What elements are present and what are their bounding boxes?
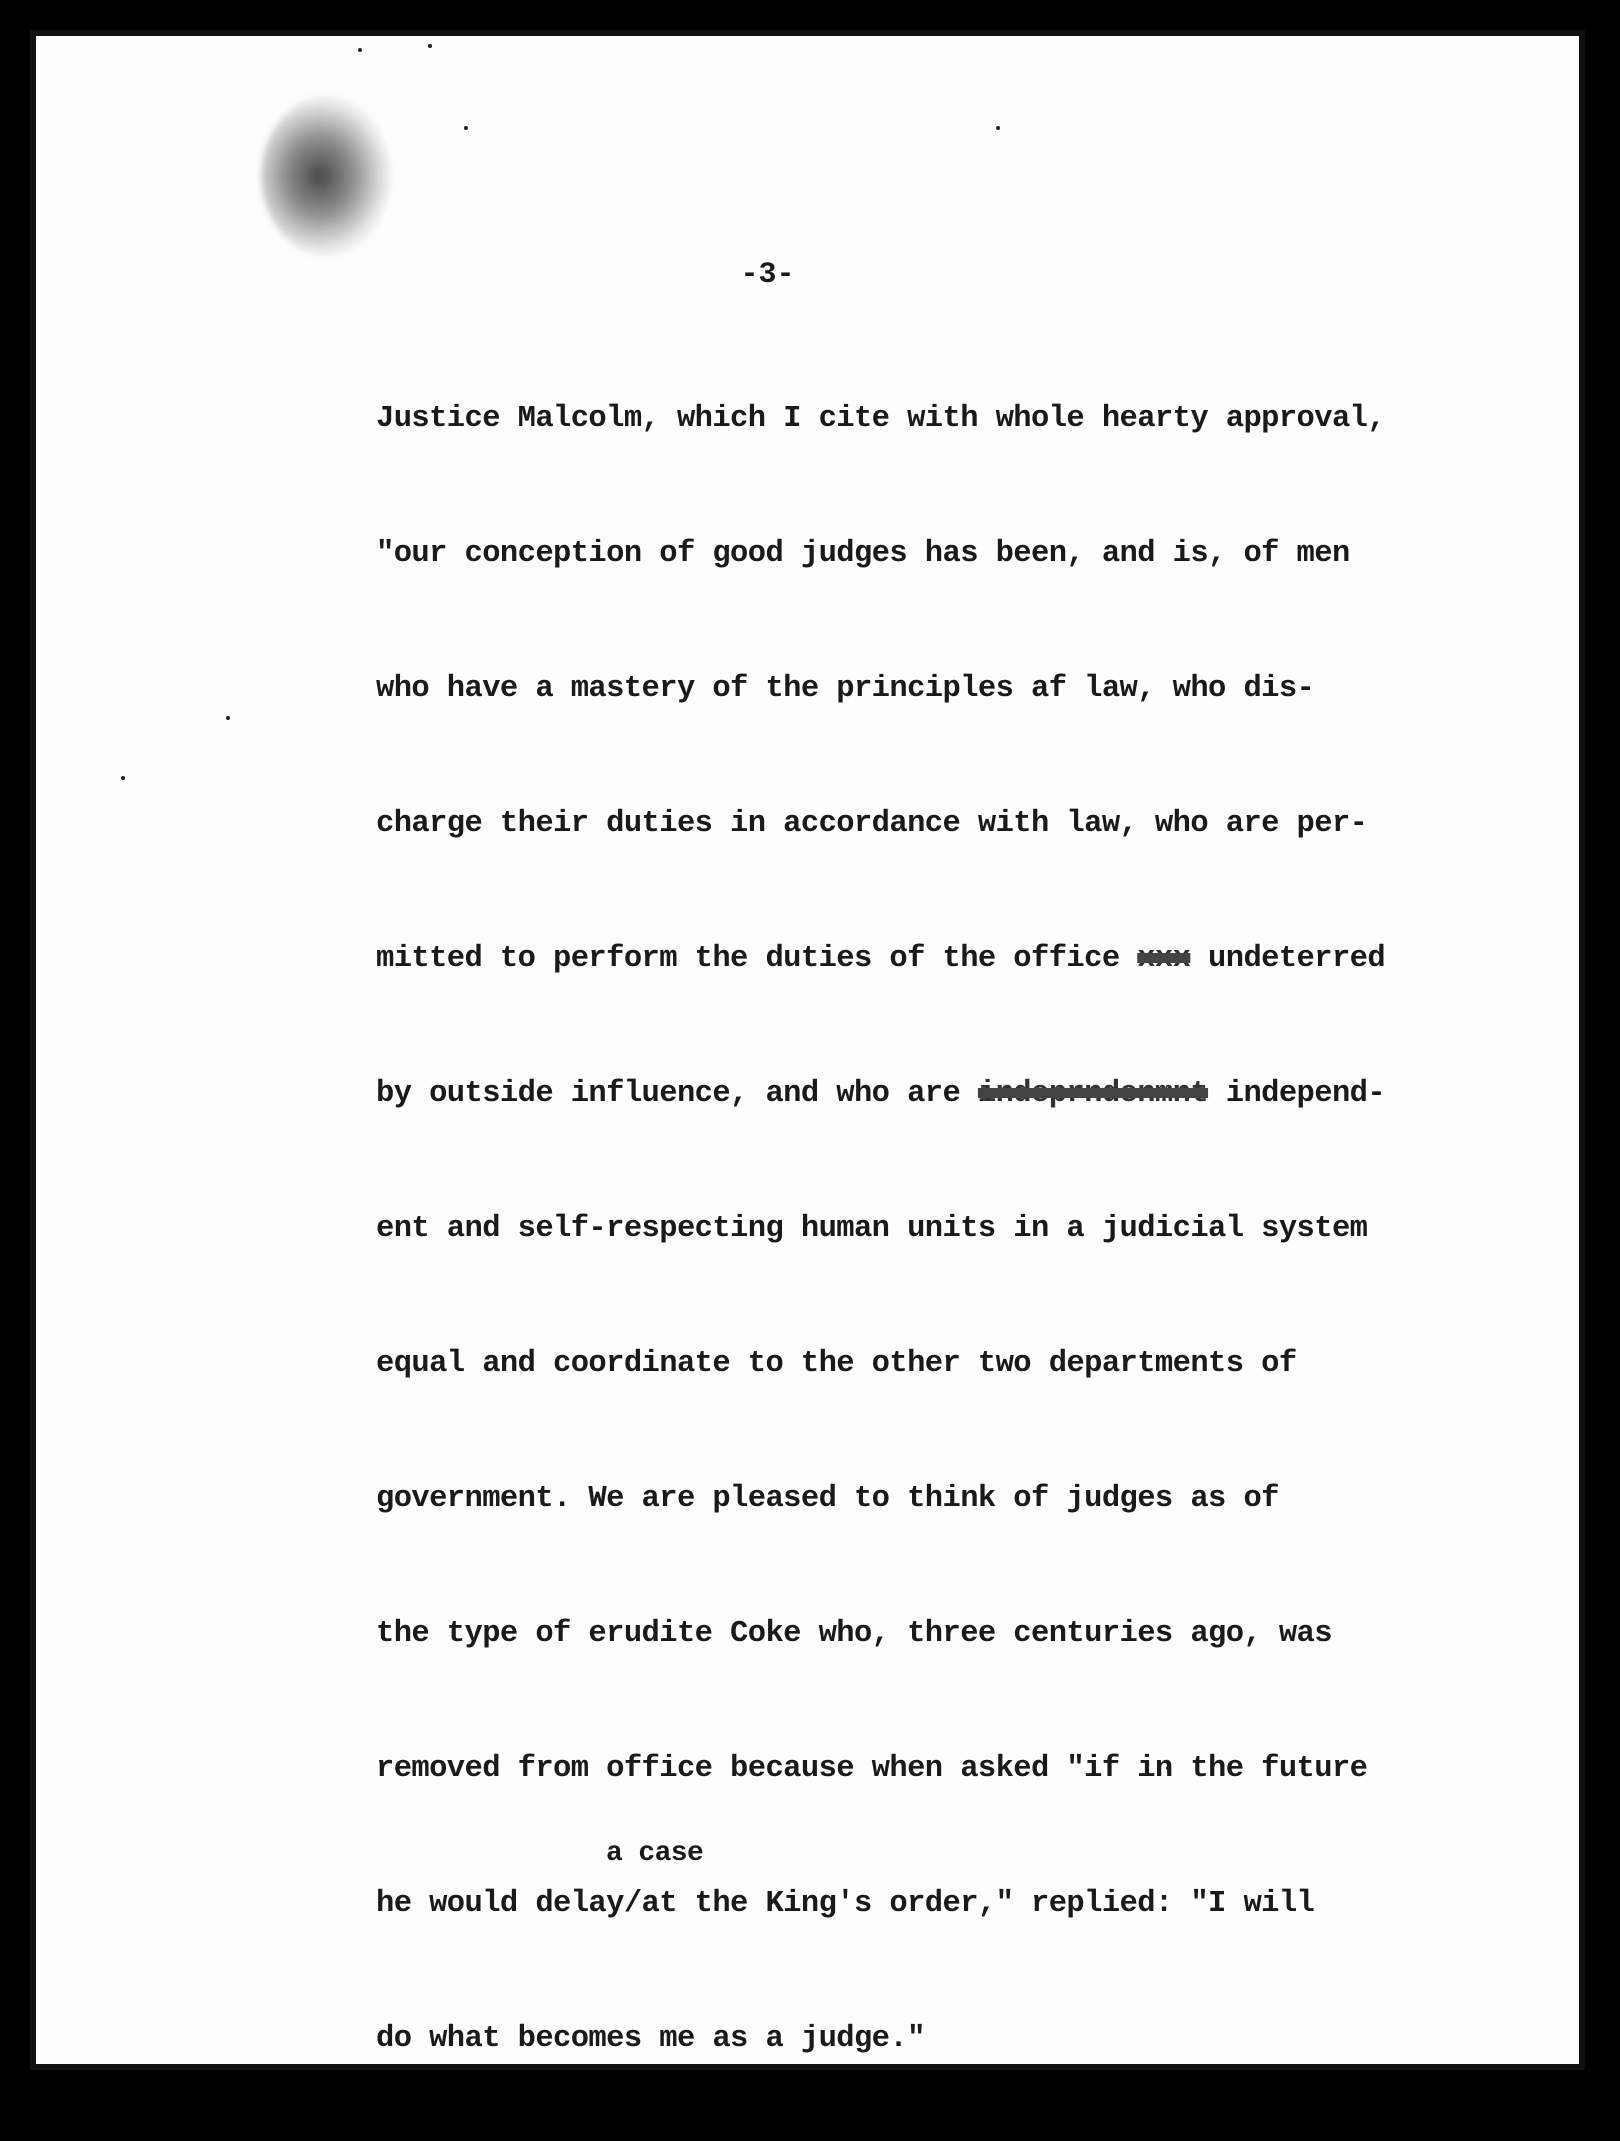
text-line: charge their duties in accordance with law, who are per- — [376, 807, 1368, 841]
ink-speck — [121, 776, 125, 780]
ink-speck — [358, 48, 362, 52]
text-segment: by outside influence, and who are — [376, 1077, 978, 1111]
text-line: do what becomes me as a judge." — [376, 2022, 925, 2056]
document-page — [30, 30, 1585, 2070]
text-line: "our conception of good judges has been, and is, of men — [376, 537, 1350, 571]
text-line: who have a mastery of the principles af law, who dis- — [376, 672, 1315, 706]
text-segment: undeterred — [1190, 942, 1386, 976]
text-line — [376, 926, 1526, 993]
ink-speck — [464, 126, 468, 130]
text-line: removed from office because when asked "if in the future — [376, 1752, 1368, 1786]
text-line: ent and self-respecting human units in a judicial system — [376, 1212, 1368, 1246]
text-line — [376, 1061, 1526, 1128]
struck-text: xxx — [1137, 942, 1191, 976]
ink-speck — [996, 126, 1000, 130]
body-text — [376, 318, 1526, 2141]
text-line: Justice Malcolm, which I cite with whole hearty approval, — [376, 402, 1386, 436]
page-number: -3- — [740, 258, 795, 292]
ink-speck — [428, 44, 432, 48]
text-segment: mitted to perform the duties of the office — [376, 942, 1138, 976]
text-segment: independ- — [1208, 1077, 1386, 1111]
ink-smudge — [261, 96, 391, 256]
text-segment: he would delay/at the King's order," replied: "I will — [376, 1887, 1315, 1921]
ink-speck — [226, 716, 230, 720]
text-line: government. We are pleased to think of judges as of — [376, 1482, 1279, 1516]
text-line — [376, 1838, 1526, 1938]
struck-text: indeprndenmnt — [977, 1077, 1209, 1111]
text-line: the type of erudite Coke who, three centuries ago, was — [376, 1617, 1332, 1651]
typed-insertion: a case — [606, 1838, 704, 1869]
text-line: equal and coordinate to the other two departments of — [376, 1347, 1297, 1381]
